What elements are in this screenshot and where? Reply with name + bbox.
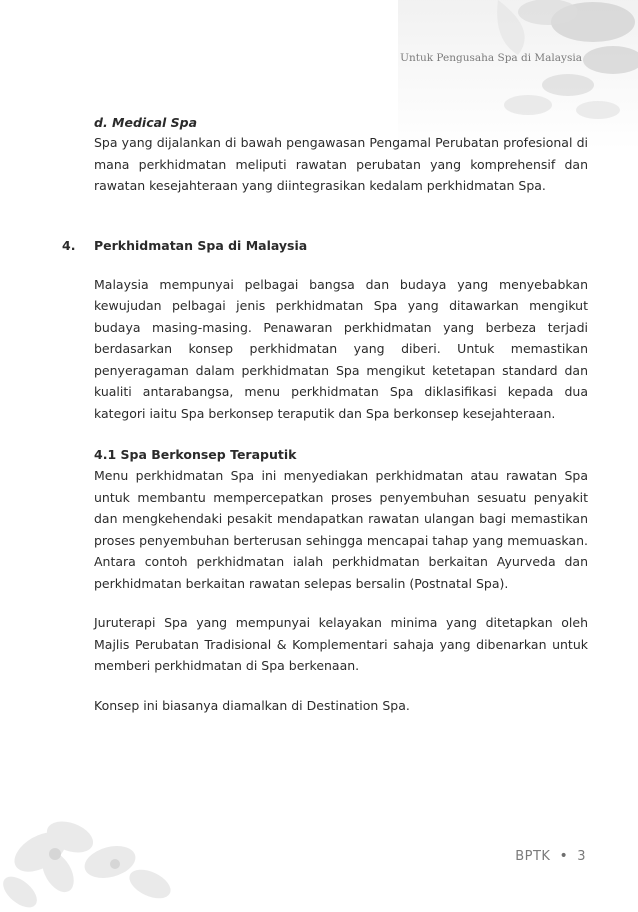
section-4-number: 4. (62, 237, 76, 253)
running-header: Untuk Pengusaha Spa di Malaysia (400, 52, 582, 64)
section-4 (62, 235, 588, 717)
section-4-body (94, 274, 588, 717)
section-4-intro: Malaysia mempunyai pelbagai bangsa dan budaya yang menyebabkan kewujudan pelbagai jenis perkhidmatan Spa yang ditawarkan mengikut budaya masing-masing. Penawaran perkhidmatan yang berbeza terjadi berdasarkan konsep perkhidmatan yang diberi. Untuk memastikan penyeragaman dalam perkhidmatan Spa mengikut ketetapan standard dan kualiti antarabangsa, menu perkhidmatan Spa diklasifikasi kepada dua kategori iaitu Spa berkonsep teraputik dan Spa berkonsep kesejahteraan. (94, 276, 588, 421)
decorative-orchid-image (0, 792, 240, 912)
subsection-4-1-para-3: Konsep ini biasanya diamalkan di Destination Spa. (94, 697, 410, 713)
subsection-4-1-para-2: Juruterapi Spa yang mempunyai kelayakan minima yang ditetapkan oleh Majlis Perubatan Tradisional & Komplementari sahaja yang dibenarkan untuk memberi perkhidmatan di Spa berkenaan. (94, 615, 588, 673)
footer-publisher: BPTK (515, 848, 551, 864)
footer-separator: • (559, 848, 569, 864)
subsection-4-1-para-1: Menu perkhidmatan Spa ini menyediakan perkhidmatan atau rawatan Spa untuk membantu mempercepatkan proses penyembuhan sesuatu penyakit dan mengkehendaki pesakit mendapatkan rawatan ulangan bagi memastikan proses penyembuhan berterusan sehingga mencapai tahap yang memuaskan. Antara contoh perkhidmatan ialah perkhidmatan berkaitan Ayurveda dan perkhidmatan berkaitan rawatan selepas bersalin (Postnatal Spa). (94, 468, 588, 591)
section-d-body: Spa yang dijalankan di bawah pengawasan Pengamal Perubatan profesional di mana perkhidmatan meliputi rawatan perubatan yang komprehensif dan rawatan kesejahteraan yang diintegrasikan kedalam perkhidmatan Spa. (94, 135, 588, 193)
section-4-heading (62, 235, 588, 256)
section-d-title: d. Medical Spa (94, 115, 198, 130)
page-footer (515, 848, 586, 864)
subsection-4-1-title: 4.1 Spa Berkonsep Teraputik (94, 447, 297, 462)
section-4-title: Perkhidmatan Spa di Malaysia (94, 237, 308, 253)
page-number: 3 (577, 848, 586, 864)
section-medical-spa (94, 113, 588, 197)
page-content (62, 113, 588, 716)
